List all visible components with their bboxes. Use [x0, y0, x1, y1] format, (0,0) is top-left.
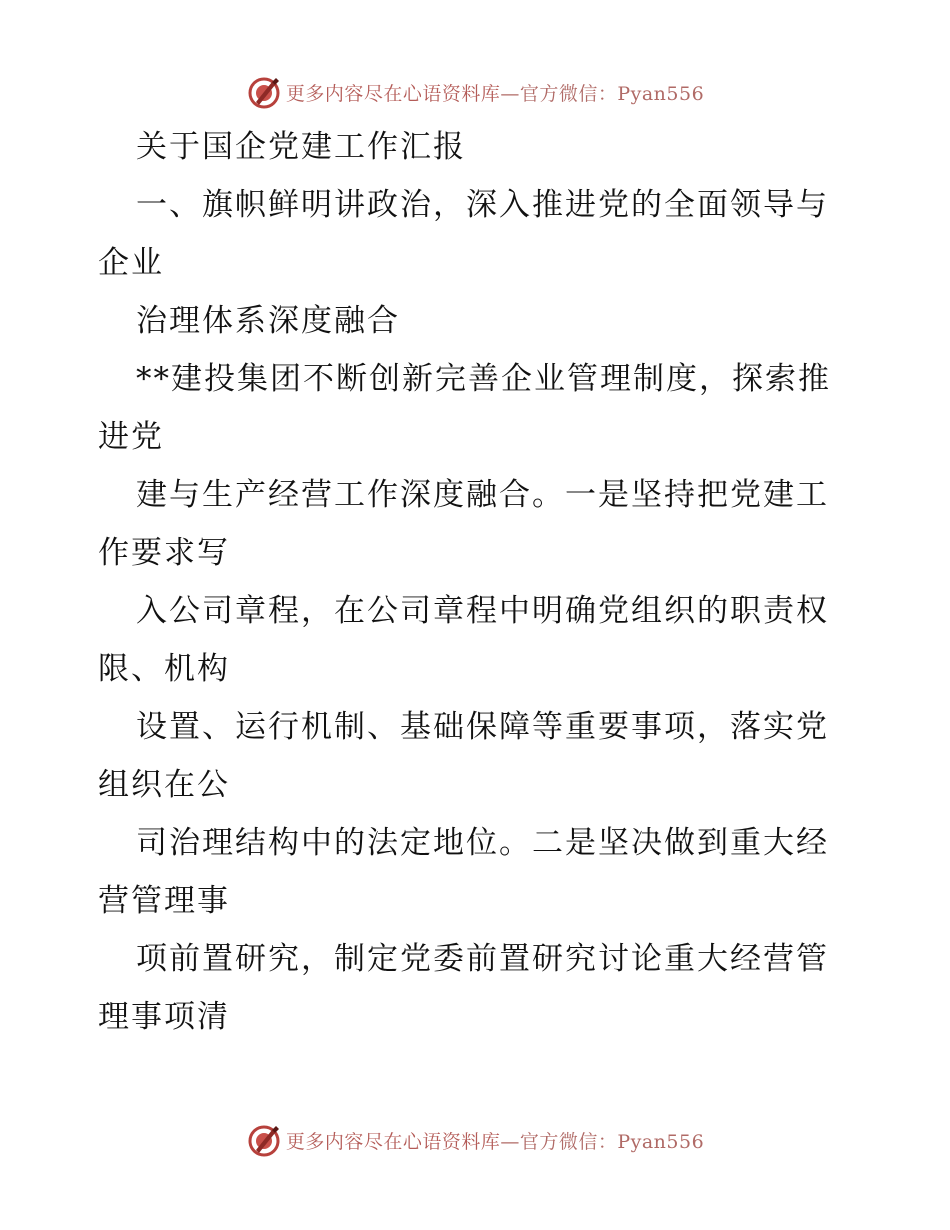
pen-seal-logo-icon	[246, 74, 282, 110]
watermark-text	[286, 1127, 704, 1154]
document-line: 企业	[98, 245, 164, 281]
document-line: 建与生产经营工作深度融合。一是坚持把党建工	[136, 477, 829, 513]
document-line: 司治理结构中的法定地位。二是坚决做到重大经	[136, 825, 829, 861]
watermark-text	[286, 79, 704, 106]
document-line: 组织在公	[98, 767, 230, 803]
watermark-contact-text: —官方微信：Pyan556	[500, 82, 705, 105]
watermark-header	[0, 70, 950, 114]
document-line: 设置、运行机制、基础保障等重要事项，落实党	[136, 709, 829, 745]
document-line: 限、机构	[98, 651, 230, 687]
document-line: 一、旗帜鲜明讲政治，深入推进党的全面领导与	[136, 187, 829, 223]
watermark-contact-text: —官方微信：Pyan556	[500, 1130, 705, 1153]
document-line: 理事项清	[98, 999, 230, 1035]
document-line: 关于国企党建工作汇报	[136, 129, 466, 165]
document-line: **建投集团不断创新完善企业管理制度，探索推	[136, 361, 831, 397]
watermark-main-text: 更多内容尽在心语资料库	[285, 82, 501, 105]
pen-seal-logo-icon	[246, 1122, 282, 1158]
watermark-footer	[0, 1118, 950, 1162]
watermark-main-text: 更多内容尽在心语资料库	[285, 1130, 501, 1153]
document-line: 治理体系深度融合	[136, 303, 400, 339]
document-line: 作要求写	[98, 535, 230, 571]
document-line: 项前置研究，制定党委前置研究讨论重大经营管	[136, 941, 829, 977]
document-line: 入公司章程，在公司章程中明确党组织的职责权	[136, 593, 829, 629]
document-body	[98, 118, 858, 1046]
document-line: 进党	[98, 419, 164, 455]
document-line: 营管理事	[98, 883, 230, 919]
